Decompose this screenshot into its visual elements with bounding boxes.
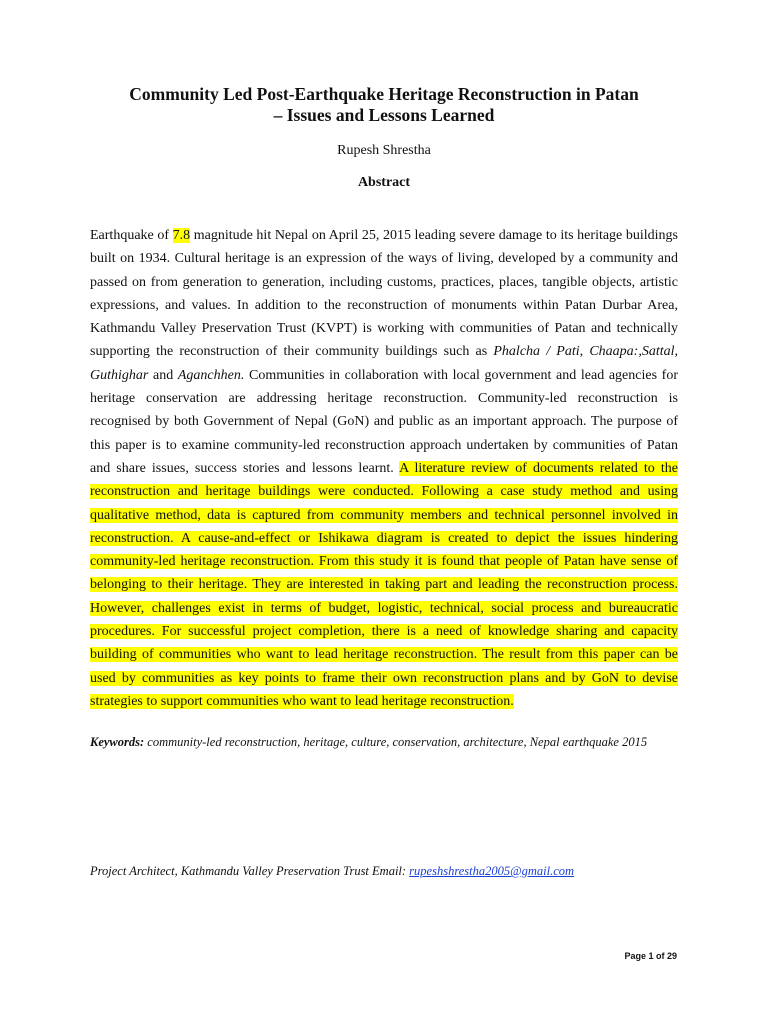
aganchhen-italic: Aganchhen. — [177, 367, 245, 383]
abstract-and: and — [148, 367, 178, 383]
abstract-body — [90, 224, 678, 713]
footnote-text: Project Architect, Kathmandu Valley Preservation Trust Email: — [90, 864, 410, 878]
keywords — [90, 735, 690, 750]
author-footnote — [90, 864, 690, 879]
highlighted-text: A literature review of documents related to the reconstruction and heritage buildings were conducted. Following a case study method and using qualitative method, data is captured from community members and technical personnel involved in reconstruction. A cause-and-effect or Ishikawa diagram is created to depict the issues hindering community-led heritage reconstruction. From this study it is found that people of Patan have sense of belonging to their heritage. They are interested in taking part and leading the reconstruction process. However, challenges exist in terms of budget, logistic, technical, social process and bureaucratic procedures. For successful project completion, there is a need of knowledge sharing and capacity building of communities who want to lead heritage reconstruction. The result from this paper can be used by communities as key points to frame their own reconstruction plans and by GoN to devise strategies to support communities who want to lead heritage reconstruction. — [90, 460, 678, 709]
abstract-heading: Abstract — [357, 175, 411, 190]
abstract-text-1: Earthquake of — [90, 228, 173, 243]
email-link[interactable]: rupeshshrestha2005@gmail.com — [409, 864, 575, 878]
building-types-italic: Phalcha / Pati, Chaapa:,Sattal, Guthighar — [90, 344, 679, 383]
abstract-text-2: magnitude hit Nepal on April 25, 2015 leading severe damage to its heritage buildings built on 1934. Cultural heritage is an expression of the ways of living, developed by a community and passed on from generation to generation, including customs, practices, places, tangible objects, artistic expressions, and values. In addition to the reconstruction of monuments within Patan Durbar Area, Kathmandu Valley Preservation Trust (KVPT) is working with communities of Patan and technically supporting the reconstruction of their community buildings such as — [90, 228, 678, 360]
abstract-text-3: Communities in collaboration with local government and lead agencies for heritage conservation are addressing heritage reconstruction. Community-led reconstruction is recognised by both Government of Nepal (GoN) and public as an important approach. The purpose of this paper is to examine community-led reconstruction approach undertaken by communities of Patan and share issues, success stories and lessons learnt. — [90, 367, 679, 476]
page-number: Page 1 of 29 — [624, 951, 677, 961]
author-name: Rupesh Shrestha — [337, 143, 431, 158]
title-line-2: – Issues and Lessons Learned — [273, 105, 495, 125]
keywords-label: Keywords: — [90, 735, 145, 749]
title-line-1: Community Led Post-Earthquake Heritage Reconstruction in Patan — [129, 84, 639, 104]
paper-title — [90, 84, 678, 126]
magnitude-highlight: 7.8 — [172, 228, 191, 243]
keywords-text: community-led reconstruction, heritage, culture, conservation, architecture, Nepal earthquake 2015 — [144, 735, 648, 749]
